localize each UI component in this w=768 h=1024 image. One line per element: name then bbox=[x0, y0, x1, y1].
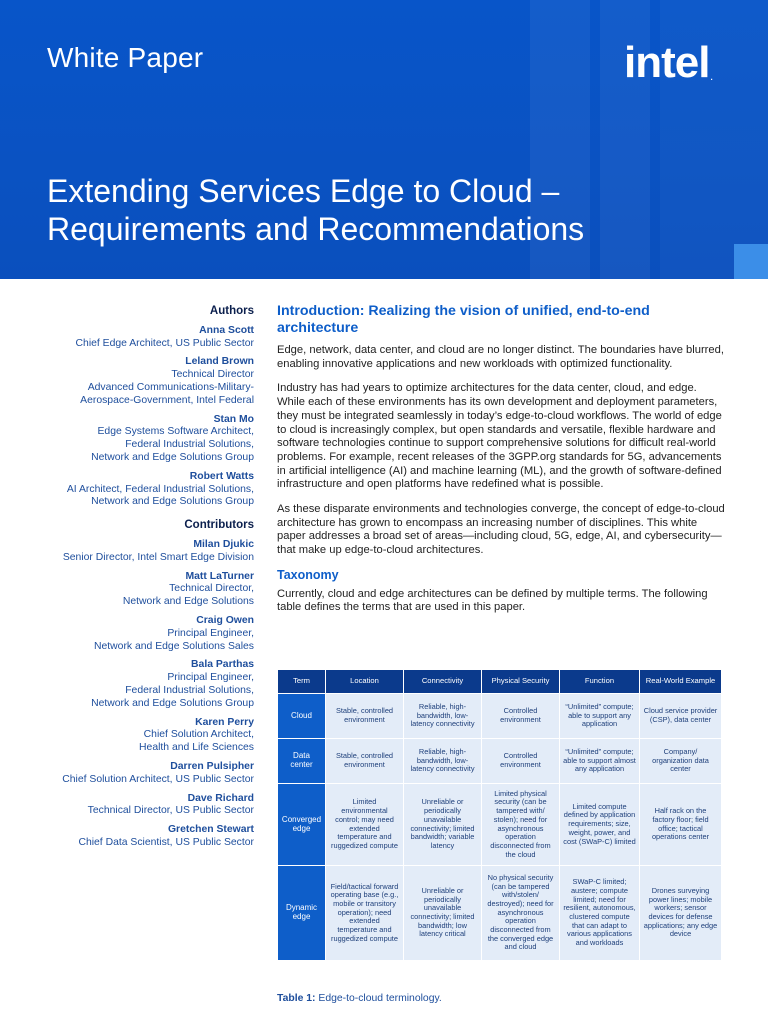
column-header: Function bbox=[560, 670, 640, 694]
contributor-entry bbox=[30, 539, 254, 565]
people-sidebar bbox=[30, 305, 254, 856]
table-cell: Limited physical security (can be tampered with/ stolen); need for asynchronous operation disconnected from the cloud bbox=[482, 784, 560, 866]
table-cell-term: Dynamic edge bbox=[278, 866, 326, 961]
table-cell: Drones surveying power lines; mobile workers; sensor devices for defense applications; any edge device bbox=[640, 866, 722, 961]
table-cell: Field/tactical forward operating base (e.g., mobile or transitory operation); need extended temperature and ruggedized compute bbox=[326, 866, 404, 961]
column-header: Term bbox=[278, 670, 326, 694]
person-name: Leland Brown bbox=[185, 356, 254, 368]
table-row bbox=[278, 784, 722, 866]
taxonomy-heading: Taxonomy bbox=[277, 567, 339, 582]
contributor-entry bbox=[30, 571, 254, 609]
title-line-2: Requirements and Recommendations bbox=[47, 211, 585, 247]
person-role: Chief Data Scientist, US Public Sector bbox=[78, 836, 254, 848]
caption-text: Edge-to-cloud terminology. bbox=[315, 993, 442, 1004]
contributor-entry bbox=[30, 659, 254, 710]
person-role: Principal Engineer, Federal Industrial Solutions, Network and Edge Solutions Group bbox=[91, 672, 254, 709]
intro-heading: Introduction: Realizing the vision of unified, end-to-end architecture bbox=[277, 303, 650, 336]
title-line-1: Extending Services Edge to Cloud – bbox=[47, 173, 560, 209]
author-entry bbox=[30, 356, 254, 407]
person-role: Chief Solution Architect, US Public Sector bbox=[62, 773, 254, 785]
intel-logo bbox=[624, 38, 712, 88]
logo-text: intel bbox=[624, 38, 710, 87]
author-entry bbox=[30, 325, 254, 351]
table-row bbox=[278, 739, 722, 784]
table-cell: Reliable, high-bandwidth, low-latency connectivity bbox=[404, 694, 482, 739]
table-cell: Controlled environment bbox=[482, 739, 560, 784]
table-cell: Half rack on the factory floor; field office; tactical operations center bbox=[640, 784, 722, 866]
authors-heading: Authors bbox=[209, 305, 254, 317]
author-entry bbox=[30, 414, 254, 465]
author-entry bbox=[30, 471, 254, 509]
table-caption bbox=[277, 993, 442, 1004]
person-name: Stan Mo bbox=[213, 413, 254, 425]
person-name: Darren Pulsipher bbox=[170, 760, 254, 772]
person-name: Craig Owen bbox=[196, 614, 254, 626]
contributor-entry bbox=[30, 717, 254, 755]
person-name: Anna Scott bbox=[199, 324, 254, 336]
terminology-table bbox=[277, 669, 722, 961]
table-cell: SWaP-C limited; austere; compute limited; need for resilient, autonomous, clustered compute that can adapt to various applications and workloads bbox=[560, 866, 640, 961]
intro-paragraph-3: As these disparate environments and technologies converge, the concept of edge-to-cloud architecture has grown to encompass an increasing number of disciplines. This white paper addresses a broad set of areas—including cloud, 5G, edge, AI, and cybersecurity—that make up edge-to-cloud architectures. bbox=[277, 503, 725, 557]
main-content bbox=[277, 303, 727, 626]
banner-accent-stripe bbox=[734, 244, 768, 279]
person-role: Chief Edge Architect, US Public Sector bbox=[75, 337, 254, 349]
contributor-entry bbox=[30, 793, 254, 819]
contributor-entry bbox=[30, 761, 254, 787]
person-name: Matt LaTurner bbox=[185, 570, 254, 582]
table-header-row bbox=[278, 670, 722, 694]
person-role: Technical Director Advanced Communications-Military- Aerospace-Government, Intel Federal bbox=[80, 369, 254, 406]
table-cell: “Unlimited” compute; able to support almost any application bbox=[560, 739, 640, 784]
column-header: Connectivity bbox=[404, 670, 482, 694]
table-cell: Cloud service provider (CSP), data center bbox=[640, 694, 722, 739]
person-name: Robert Watts bbox=[189, 470, 254, 482]
table-row bbox=[278, 866, 722, 961]
table-cell: Controlled environment bbox=[482, 694, 560, 739]
person-role: Principal Engineer, Network and Edge Solutions Sales bbox=[94, 627, 254, 652]
column-header: Real-World Example bbox=[640, 670, 722, 694]
table-cell-term: Data center bbox=[278, 739, 326, 784]
column-header: Location bbox=[326, 670, 404, 694]
contributor-entry bbox=[30, 615, 254, 653]
person-role: Technical Director, Network and Edge Solutions bbox=[122, 583, 254, 608]
table-cell: Unreliable or periodically unavailable connectivity; limited bandwidth; variable latency bbox=[404, 784, 482, 866]
contributor-entry bbox=[30, 824, 254, 850]
table-cell-term: Cloud bbox=[278, 694, 326, 739]
table-cell: Company/ organization data center bbox=[640, 739, 722, 784]
person-role: Chief Solution Architect, Health and Life Sciences bbox=[139, 729, 254, 754]
table-cell: “Unlimited” compute; able to support any application bbox=[560, 694, 640, 739]
document-type-label: White Paper bbox=[47, 42, 204, 73]
registered-mark: . bbox=[710, 73, 712, 82]
table-row bbox=[278, 694, 722, 739]
table-cell: Limited compute defined by application requirements; size, weight, power, and cost (SWaP-C) limited bbox=[560, 784, 640, 866]
intro-paragraph-1: Edge, network, data center, and cloud are no longer distinct. The boundaries have blurred, enabling innovative applications and new workloads with optimized functionality. bbox=[277, 344, 724, 370]
table-cell-term: Converged edge bbox=[278, 784, 326, 866]
table-cell: Stable, controlled environment bbox=[326, 739, 404, 784]
caption-label: Table 1: bbox=[277, 993, 316, 1004]
table-cell: Reliable, high-bandwidth, low-latency connectivity bbox=[404, 739, 482, 784]
contributors-heading: Contributors bbox=[184, 519, 254, 532]
person-name: Karen Perry bbox=[195, 716, 254, 728]
person-name: Milan Djukic bbox=[193, 538, 254, 550]
intro-paragraph-2: Industry has had years to optimize architectures for the data center, cloud, and edge. While each of these environments has its own development and deployment parameters, they must be integrated seamlessly in today’s edge-to-cloud workflows. The world of edge to cloud is increasingly complex, but open standards and versatile, flexible hardware and software technologies continue to support comprehensive solutions for difficult real-world problems. For example, recent releases of the 3GPP.org standards for 5G, advancements in artificial intelligence (AI) and machine learning (ML), and the growth of software-defined infrastructure and open platforms have redefined what is possible. bbox=[277, 382, 722, 491]
person-role: AI Architect, Federal Industrial Solutions, Network and Edge Solutions Group bbox=[66, 483, 254, 508]
person-name: Gretchen Stewart bbox=[167, 824, 254, 836]
person-role: Edge Systems Software Architect, Federal Industrial Solutions, Network and Edge Solutions Group bbox=[91, 426, 254, 463]
person-name: Bala Parthas bbox=[191, 659, 254, 671]
table-cell: Stable, controlled environment bbox=[326, 694, 404, 739]
page-title bbox=[47, 172, 727, 248]
header-banner bbox=[0, 0, 768, 279]
column-header: Physical Security bbox=[482, 670, 560, 694]
table-cell: Limited environmental control; may need extended temperature and ruggedized compute bbox=[326, 784, 404, 866]
person-role: Technical Director, US Public Sector bbox=[87, 805, 254, 817]
table-cell: Unreliable or periodically unavailable connectivity; limited bandwidth; low latency critical bbox=[404, 866, 482, 961]
person-name: Dave Richard bbox=[187, 792, 254, 804]
person-role: Senior Director, Intel Smart Edge Division bbox=[62, 551, 254, 563]
table-cell: No physical security (can be tampered with/stolen/ destroyed); need for asynchronous operation disconnected from the converged edge and cloud bbox=[482, 866, 560, 961]
taxonomy-paragraph: Currently, cloud and edge architectures can be defined by multiple terms. The following table defines the terms that are used in this paper. bbox=[277, 587, 708, 614]
